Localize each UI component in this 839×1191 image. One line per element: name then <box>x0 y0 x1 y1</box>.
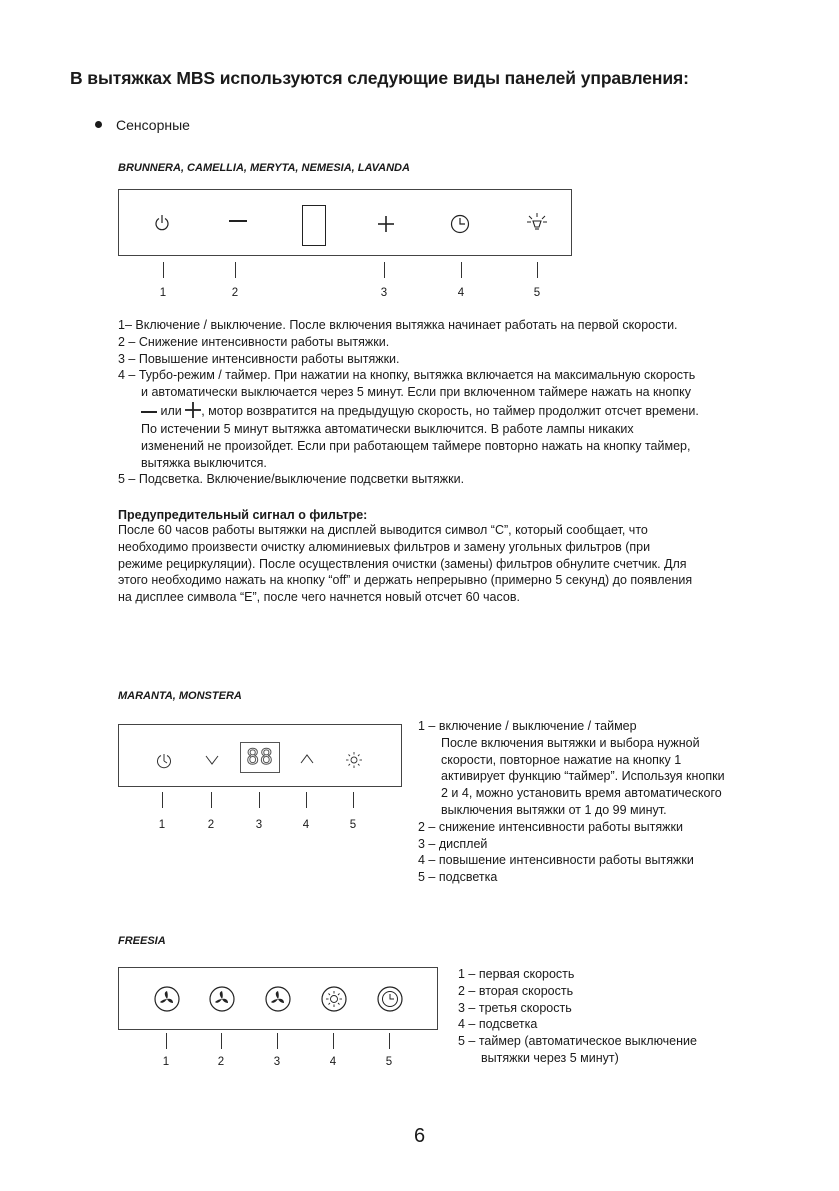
list-item: 2 – вторая скорость <box>458 983 574 998</box>
callout-line <box>163 262 164 278</box>
paragraph-line: на дисплее символа “E”, после чего начнется новый отсчет 60 часов. <box>118 590 520 605</box>
callout-line <box>461 262 462 278</box>
power-icon[interactable] <box>154 214 170 232</box>
list-item: 3 – дисплей <box>418 836 488 851</box>
callout-line <box>221 1033 222 1049</box>
list-item: скорости, повторное нажатие на кнопку 1 <box>441 752 682 767</box>
callout-number: 4 <box>329 1056 337 1068</box>
section1-description <box>118 317 699 488</box>
power-timer-icon[interactable] <box>156 753 172 769</box>
or-text: или <box>160 403 182 418</box>
paragraph-line: режиме рециркуляции). После осуществления очистки (замены) фильтров обнулите счетчик. Для <box>118 556 687 571</box>
bullet-label: Сенсорные <box>116 117 190 133</box>
callout-number: 5 <box>349 819 357 831</box>
list-item: изменений не произойдет. Если при работающем таймере повторно нажать на кнопку таймер, <box>141 438 691 453</box>
callout-line <box>162 792 163 808</box>
list-item: 3 – третья скорость <box>458 1000 572 1015</box>
display-digits: 88 <box>246 745 274 769</box>
callout-number: 2 <box>231 287 239 299</box>
callout-line <box>389 1033 390 1049</box>
callout-line <box>306 792 307 808</box>
list-item: выключения вытяжки от 1 до 99 минут. <box>441 802 667 817</box>
callout-number: 3 <box>255 819 263 831</box>
callout-line <box>211 792 212 808</box>
list-item: 5 – Подсветка. Включение/выключение подсветки вытяжки. <box>118 472 465 487</box>
list-item: 2 – снижение интенсивности работы вытяжки <box>418 819 683 834</box>
callout-number: 1 <box>158 819 166 831</box>
list-item: 4 – повышение интенсивности работы вытяжки <box>418 853 694 868</box>
list-item: 4 – Турбо-режим / таймер. При нажатии на кнопку, вытяжка включается на максимальную скорость <box>118 368 696 383</box>
page-number: 6 <box>413 1125 426 1147</box>
callout-line <box>333 1033 334 1049</box>
section2-models: MARANTA, MONSTERA <box>118 690 242 702</box>
callout-number: 3 <box>380 287 388 299</box>
list-item-rest: , мотор возвратится на предыдущую скорость, но таймер продолжит отсчет времени. <box>201 403 699 418</box>
page-heading: В вытяжках MBS используются следующие виды панелей управления: <box>70 68 689 88</box>
callout-line <box>235 262 236 278</box>
callout-number: 1 <box>162 1056 170 1068</box>
callout-line <box>277 1033 278 1049</box>
panel-freesia <box>118 967 438 1030</box>
fan-speed-2-icon[interactable] <box>209 986 235 1012</box>
list-item: 1– Включение / выключение. После включения вытяжка начинает работать на первой скорости. <box>118 318 678 332</box>
light-icon[interactable] <box>345 751 363 769</box>
callout-number: 5 <box>533 287 541 299</box>
bullet-sensor <box>95 117 190 133</box>
led-display <box>240 742 280 773</box>
display-window <box>302 205 326 246</box>
list-item: и автоматически выключается через 5 минут. Если при включенном таймере нажать на кнопку <box>141 385 691 400</box>
filter-warning-body <box>118 522 692 606</box>
paragraph-line: После 60 часов работы вытяжки на дисплей выводится символ “C”, который сообщает, что <box>118 523 648 537</box>
light-icon[interactable] <box>321 986 347 1012</box>
list-item: 1 – первая скорость <box>458 967 575 981</box>
list-item: вытяжки через 5 минут) <box>481 1050 619 1065</box>
list-item: 5 – подсветка <box>418 870 498 885</box>
paragraph-line: этого необходимо нажать на кнопку “off” и держать непрерывно (примерно 5 секунд) до появления <box>118 573 693 588</box>
list-item: 5 – таймер (автоматическое выключение <box>458 1034 697 1049</box>
callout-number: 4 <box>457 287 465 299</box>
minus-icon <box>141 407 157 417</box>
paragraph-line: необходимо произвести очистку алюминиевых фильтров и замену угольных фильтров (при <box>118 539 651 554</box>
bullet-dot <box>95 121 102 128</box>
callout-number: 4 <box>302 819 310 831</box>
callout-number: 2 <box>217 1056 225 1068</box>
list-item: 4 – подсветка <box>458 1017 538 1032</box>
list-item: активирует функцию “таймер”. Используя кнопки <box>441 769 725 784</box>
list-item: По истечении 5 минут вытяжка автоматически выключится. В работе лампы никаких <box>141 421 634 436</box>
lamp-icon[interactable] <box>526 212 548 234</box>
section1-models: BRUNNERA, CAMELLIA, MERYTA, NEMESIA, LAVANDA <box>118 162 410 174</box>
callout-number: 1 <box>159 287 167 299</box>
callout-line <box>537 262 538 278</box>
list-item-inline-icons <box>118 401 699 421</box>
plus-icon[interactable] <box>377 215 395 233</box>
section2-description <box>418 718 725 886</box>
callout-number: 5 <box>385 1056 393 1068</box>
chevron-down-icon[interactable] <box>205 754 219 766</box>
panel-maranta <box>118 724 402 787</box>
minus-icon[interactable] <box>228 216 248 226</box>
section3-description <box>458 966 697 1067</box>
list-item: вытяжка выключится. <box>141 455 267 470</box>
list-item: 1 – включение / выключение / таймер <box>418 719 637 733</box>
filter-warning-title: Предупредительный сигнал о фильтре: <box>118 508 368 522</box>
list-item: 2 и 4, можно установить время автоматического <box>441 786 722 801</box>
fan-speed-1-icon[interactable] <box>154 986 180 1012</box>
callout-line <box>259 792 260 808</box>
callout-line <box>166 1033 167 1049</box>
callout-number: 2 <box>207 819 215 831</box>
clock-icon[interactable] <box>450 214 470 234</box>
callout-line <box>384 262 385 278</box>
list-item: После включения вытяжки и выбора нужной <box>441 735 700 750</box>
callout-number: 3 <box>273 1056 281 1068</box>
section3-models: FREESIA <box>118 935 166 947</box>
timer-icon[interactable] <box>377 986 403 1012</box>
fan-speed-3-icon[interactable] <box>265 986 291 1012</box>
list-item: 2 – Снижение интенсивности работы вытяжки. <box>118 334 390 349</box>
callout-line <box>353 792 354 808</box>
chevron-up-icon[interactable] <box>300 753 314 765</box>
list-item: 3 – Повышение интенсивности работы вытяжки. <box>118 351 400 366</box>
panel-brunnera <box>118 189 572 256</box>
plus-icon <box>185 402 201 418</box>
